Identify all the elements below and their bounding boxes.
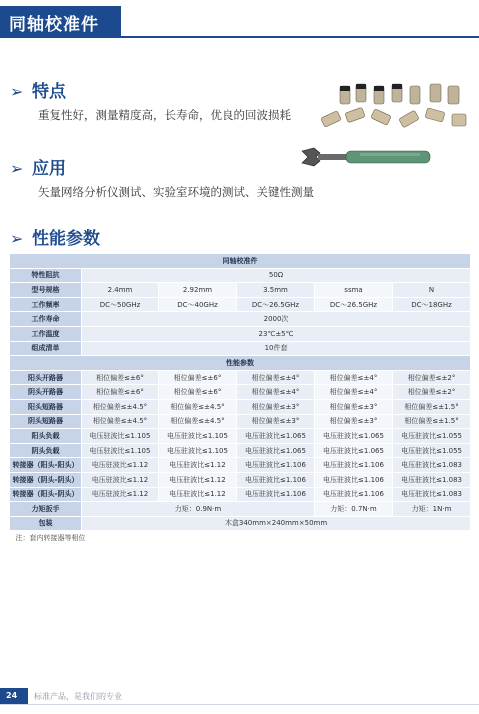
footer-divider <box>0 704 479 705</box>
row-label: 阳头短路器 <box>10 399 82 414</box>
section-features-title <box>10 77 66 102</box>
table-cell: 3.5mm <box>237 283 315 298</box>
row-label: 包装 <box>10 516 82 531</box>
table-cell: 电压驻波比≤1.065 <box>315 443 393 458</box>
table-cell: 相位偏差≤±1.5° <box>393 399 471 414</box>
table-cell: ssma <box>315 283 393 298</box>
row-label: 组成清单 <box>10 341 82 356</box>
table-cell: 电压驻波比≤1.055 <box>393 429 471 444</box>
table-cell: 相位偏差≤±4.5° <box>82 414 159 429</box>
table-cell: 50Ω <box>82 268 471 283</box>
page-number-box <box>0 688 28 704</box>
section-features-label: 特点 <box>32 82 66 102</box>
table-cell: 相位偏差≤±6° <box>82 370 159 385</box>
table-cell: 电压驻波比≤1.106 <box>237 472 315 487</box>
calibration-kit-photo <box>318 80 473 138</box>
table-cell: 力矩：1N·m <box>393 502 471 517</box>
table-cell: 相位偏差≤±4.5° <box>159 399 237 414</box>
page-footer <box>0 688 479 704</box>
table-cell: 相位偏差≤±4° <box>315 370 393 385</box>
row-label: 转接器（阴头-阴头） <box>10 472 82 487</box>
table-row <box>10 458 471 473</box>
row-label: 型号规格 <box>10 283 82 298</box>
table-cell: 电压驻波比≤1.083 <box>393 487 471 502</box>
table-row <box>10 429 471 444</box>
row-label: 阳头开路器 <box>10 370 82 385</box>
row-label: 阴头短路器 <box>10 414 82 429</box>
table-cell: 电压驻波比≤1.083 <box>393 472 471 487</box>
table-cell: 电压驻波比≤1.12 <box>159 458 237 473</box>
table-cell: 电压驻波比≤1.105 <box>159 429 237 444</box>
table-row <box>10 268 471 283</box>
row-label: 阳头负载 <box>10 429 82 444</box>
table-row <box>10 312 471 327</box>
row-label: 阴头开路器 <box>10 385 82 400</box>
table-cell: 电压驻波比≤1.065 <box>315 429 393 444</box>
table-row <box>10 370 471 385</box>
page-number: 24 <box>6 691 18 700</box>
table-cell: 相位偏差≤±1.5° <box>393 414 471 429</box>
row-label: 特性阻抗 <box>10 268 82 283</box>
section-applications-body: 矢量网络分析仪测试、实验室环境的测试、关键性测量 <box>38 185 314 199</box>
page-header <box>0 0 479 40</box>
table-cell: 相位偏差≤±3° <box>315 414 393 429</box>
table-cell: 相位偏差≤±4° <box>237 385 315 400</box>
table-cell: 电压驻波比≤1.12 <box>82 472 159 487</box>
table-cell: 电压驻波比≤1.055 <box>393 443 471 458</box>
row-label: 工作温度 <box>10 326 82 341</box>
chevron-right-icon: ➢ <box>10 229 24 248</box>
table-cell: 电压驻波比≤1.105 <box>82 429 159 444</box>
header-title-bar <box>0 6 121 36</box>
table-cell: 电压驻波比≤1.065 <box>237 429 315 444</box>
table-row <box>10 341 471 356</box>
table-cell: 相位偏差≤±3° <box>315 399 393 414</box>
table-cell: 电压驻波比≤1.106 <box>237 487 315 502</box>
header-divider <box>0 36 479 38</box>
row-label: 转接器（阳头-阳头） <box>10 458 82 473</box>
table-cell: 电压驻波比≤1.106 <box>315 472 393 487</box>
table-cell: 相位偏差≤±2° <box>393 385 471 400</box>
table-row <box>10 385 471 400</box>
table-row <box>10 487 471 502</box>
table-row <box>10 399 471 414</box>
table-row <box>10 443 471 458</box>
table-cell: 2000次 <box>82 312 471 327</box>
table-cell: 相位偏差≤±6° <box>82 385 159 400</box>
table-cell: 2.4mm <box>82 283 159 298</box>
table-cell: 电压驻波比≤1.105 <box>159 443 237 458</box>
table-cell: DC～26.5GHz <box>315 297 393 312</box>
table-cell: 相位偏差≤±6° <box>159 385 237 400</box>
table-row <box>10 414 471 429</box>
table-cell: 力矩：0.9N·m <box>82 502 315 517</box>
row-label: 工作频率 <box>10 297 82 312</box>
table-cell: 电压驻波比≤1.065 <box>237 443 315 458</box>
table-cell: 电压驻波比≤1.12 <box>82 487 159 502</box>
table-cell: 电压驻波比≤1.12 <box>159 487 237 502</box>
performance-header: 性能参数 <box>10 356 471 371</box>
table-cell: DC～26.5GHz <box>237 297 315 312</box>
table-cell: 电压驻波比≤1.105 <box>82 443 159 458</box>
table-row <box>10 502 471 517</box>
table-cell: 10件套 <box>82 341 471 356</box>
table-cell: 相位偏差≤±4.5° <box>159 414 237 429</box>
table-cell: 电压驻波比≤1.083 <box>393 458 471 473</box>
table-cell: 电压驻波比≤1.106 <box>237 458 315 473</box>
table-header: 同轴校准件 <box>10 254 471 269</box>
table-cell: 相位偏差≤±2° <box>393 370 471 385</box>
table-cell: 23℃±5℃ <box>82 326 471 341</box>
section-applications-title <box>10 154 66 179</box>
table-cell: 相位偏差≤±6° <box>159 370 237 385</box>
table-cell: DC～50GHz <box>82 297 159 312</box>
table-cell: N <box>393 283 471 298</box>
table-cell: 2.92mm <box>159 283 237 298</box>
row-label: 转接器（阳头-阴头） <box>10 487 82 502</box>
table-cell: 电压驻波比≤1.12 <box>82 458 159 473</box>
table-cell: DC～18GHz <box>393 297 471 312</box>
footer-slogan: 标准产品，是我们的专业 <box>34 692 122 701</box>
table-cell: 电压驻波比≤1.12 <box>159 472 237 487</box>
page-title: 同轴校准件 <box>9 15 99 35</box>
row-label: 工作寿命 <box>10 312 82 327</box>
table-row <box>10 283 471 298</box>
table-row <box>10 326 471 341</box>
table-note: 注：套内转接器等相位 <box>10 531 471 545</box>
torque-wrench-photo <box>300 145 432 169</box>
chevron-right-icon: ➢ <box>10 159 24 178</box>
table-cell: 相位偏差≤±4° <box>315 385 393 400</box>
table-cell: 电压驻波比≤1.106 <box>315 487 393 502</box>
spec-table <box>9 253 470 545</box>
table-cell: 相位偏差≤±3° <box>237 414 315 429</box>
table-row <box>10 297 471 312</box>
table-cell: 力矩：0.7N·m <box>315 502 393 517</box>
row-label: 力矩扳手 <box>10 502 82 517</box>
table-row <box>10 516 471 531</box>
table-cell: 相位偏差≤±4° <box>237 370 315 385</box>
chevron-right-icon: ➢ <box>10 82 24 101</box>
table-cell: DC～40GHz <box>159 297 237 312</box>
section-specs-title <box>10 224 100 249</box>
table-cell: 木盒340mm×240mm×50mm <box>82 516 471 531</box>
table-cell: 相位偏差≤±4.5° <box>82 399 159 414</box>
section-applications-label: 应用 <box>32 159 66 179</box>
section-specs-label: 性能参数 <box>32 229 100 249</box>
section-features-body: 重复性好，测量精度高，长寿命，优良的回波损耗 <box>38 108 291 122</box>
row-label: 阴头负载 <box>10 443 82 458</box>
table-cell: 相位偏差≤±3° <box>237 399 315 414</box>
table-cell: 电压驻波比≤1.106 <box>315 458 393 473</box>
table-row <box>10 472 471 487</box>
